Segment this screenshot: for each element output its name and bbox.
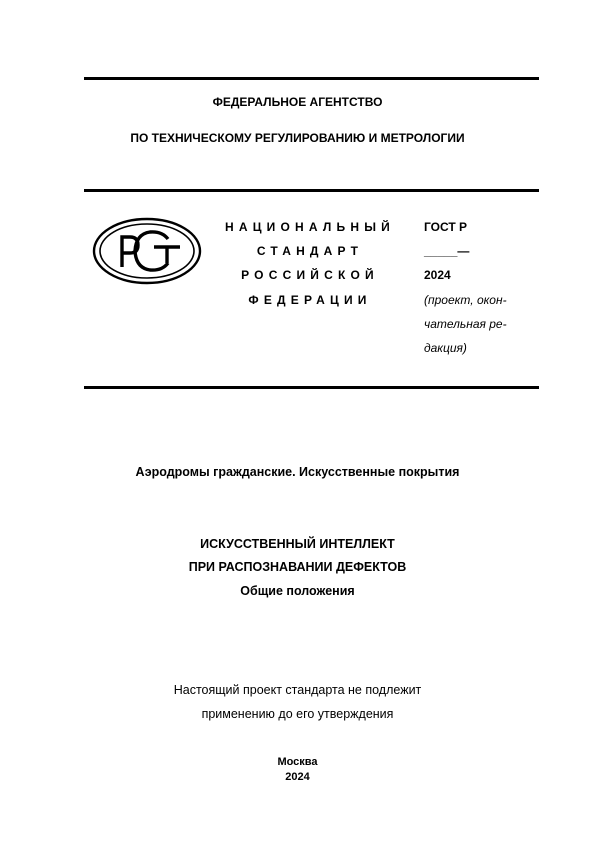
standard-word-4: ФЕДЕРАЦИИ [248, 293, 372, 307]
middle-rule [84, 189, 539, 192]
main-title-line-2: ПРИ РАСПОЗНАВАНИИ ДЕФЕКТОВ [188, 560, 407, 574]
agency-line-2: ПО ТЕХНИЧЕСКОМУ РЕГУЛИРОВАНИЮ И МЕТРОЛОГИИ [130, 131, 465, 145]
notice-line-1: Настоящий проект стандарта не подлежит [173, 683, 422, 697]
series-title: Аэродромы гражданские. Искусственные покрытия [135, 465, 460, 479]
draft-note-1: (проект, окон- [424, 293, 507, 307]
main-title-line-1: ИСКУССТВЕННЫЙ ИНТЕЛЛЕКТ [200, 537, 395, 551]
standard-word-2: СТАНДАРТ [256, 244, 364, 258]
gost-label: ГОСТ Р [424, 220, 468, 234]
gost-number-blank: _____— [424, 244, 470, 258]
notice-line-2: применению до его утверждения [201, 707, 394, 721]
lower-rule [84, 386, 539, 389]
footer-year: 2024 [285, 771, 310, 783]
gost-year: 2024 [424, 268, 451, 282]
top-rule [84, 77, 539, 80]
standard-word-3: РОССИЙСКОЙ [241, 268, 379, 282]
draft-note-3: дакция) [424, 341, 467, 355]
rst-logo-icon [92, 217, 202, 290]
draft-note-2: чательная ре- [424, 317, 507, 331]
subtitle: Общие положения [240, 584, 355, 598]
standard-word-1: НАЦИОНАЛЬНЫЙ [224, 220, 396, 234]
agency-line-1: ФЕДЕРАЛЬНОЕ АГЕНТСТВО [212, 95, 383, 109]
footer-city: Москва [277, 756, 318, 768]
